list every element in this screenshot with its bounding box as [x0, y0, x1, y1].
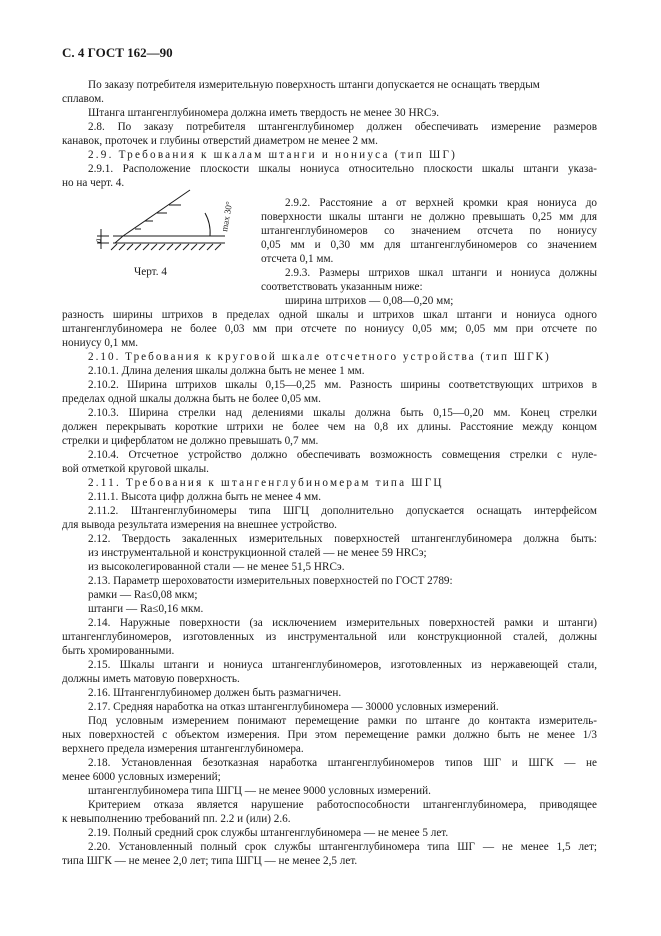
figure-4-diagram: [95, 187, 245, 287]
text-line: 2.17. Средняя наработка на отказ штангенглубиномера — 30000 условных измерений.: [88, 701, 499, 713]
text-line: 2.9.3. Размеры штрихов шкал штанги и нониуса должны: [285, 267, 597, 279]
text-line: поверхности шкалы штанги не должно превышать 0,25 мм для: [261, 211, 597, 223]
text-line: 2.14. Наружные поверхности (за исключением измерительных поверхностей рамки и штанги): [88, 617, 597, 629]
text-line: ных поверхностей с объектом измерения. При этом перемещение рамки должно быть не менее 1/3: [62, 729, 597, 741]
text-line: Под условным измерением понимают перемещение рамки по штанге до контакта измеритель-: [88, 715, 597, 727]
text-line: из высоколегированной стали — не менее 51,5 HRCэ.: [88, 561, 345, 573]
text-line: нониусу 0,1 мм.: [62, 337, 139, 349]
text-line: должны иметь матовую поверхность.: [62, 673, 240, 685]
angle-label: max 30°: [219, 200, 235, 233]
base-hatching: [111, 244, 221, 250]
text-line: быть хромированными.: [62, 645, 175, 657]
figure-caption: Черт. 4: [134, 266, 167, 278]
text-line: для вывода результата измерения на внешнее устройство.: [62, 519, 337, 531]
section-heading: 2.11. Требования к штангенглубиномерам типа ШГЦ: [88, 477, 444, 489]
text-line: Штанга штангенглубиномера должна иметь твердость не менее 30 HRCэ.: [88, 107, 440, 119]
text-line: штангенглубиномера не более 0,03 мм при отсчете по нониусу 0,05 мм; 0,05 мм при отсчете по: [62, 323, 597, 335]
text-line: 0,05 мм и 0,30 мм для штангенглубиномеров со значением: [261, 239, 597, 251]
bevel-edge-line: [123, 190, 190, 236]
text-line: 2.15. Шкалы штанги и нониуса штангенглубиномеров, изготовленных из нержавеющей стали,: [88, 659, 597, 671]
text-line: к невыполнению требований пп. 2.2 и (или) 2.6.: [62, 813, 291, 825]
text-line: 2.11.1. Высота цифр должна быть не менее 4 мм.: [88, 491, 321, 503]
text-line: но на черт. 4.: [62, 177, 125, 189]
text-line: верхнего предела измерения штангенглубиномера.: [62, 743, 304, 755]
text-line: соответствовать указанным ниже:: [261, 281, 423, 293]
section-heading: 2.9. Требования к шкалам штанги и нониуса (тип ШГ): [88, 149, 458, 161]
text-line: должен перекрывать короткие штрихи не более чем на 0,8 их длины. Расстояние между концом: [62, 421, 597, 433]
text-line: 2.8. По заказу потребителя штангенглубиномер должен обеспечивать измерение размеров: [88, 121, 597, 133]
text-line: штангенглубиномеров, изготовленных из инструментальной или конструкционной сталей, должны: [62, 631, 597, 643]
text-line: канавок, проточек и глубины отверстий диаметром не менее 2 мм.: [62, 135, 378, 147]
wedge-hatching: [135, 205, 181, 229]
text-line: ширина штрихов — 0,08—0,20 мм;: [285, 295, 454, 307]
text-line: 2.20. Установленный полный срок службы штангенглубиномера типа ШГ — не менее 1,5 лет;: [88, 841, 597, 853]
text-line: 2.10.4. Отсчетное устройство должно обеспечивать возможность совмещения стрелки с нуле-: [88, 449, 597, 461]
text-line: разность ширины штрихов в пределах одной шкалы и штрихов шкал штанги и нониуса одного: [62, 309, 597, 321]
text-line: 2.19. Полный средний срок службы штангенглубиномера — не менее 5 лет.: [88, 827, 449, 839]
text-line: стрелки и циферблатом не должно превышать 0,7 мм.: [62, 435, 319, 447]
text-line: менее 6000 условных измерений;: [62, 771, 221, 783]
text-line: 2.12. Твердость закаленных измерительных поверхностей штангенглубиномера должна быть:: [88, 533, 597, 545]
section-heading: 2.10. Требования к круговой шкале отсчетного устройства (тип ШГК): [88, 351, 551, 363]
text-line: 2.10.1. Длина деления шкалы должна быть не менее 1 мм.: [88, 365, 365, 377]
text-line: По заказу потребителя измерительную поверхность штанги допускается не оснащать твердым: [88, 79, 540, 91]
text-line: рамки — Ra≤0,08 мкм;: [88, 589, 198, 601]
text-line: Критерием отказа является нарушение работоспособности штангенглубиномера, приводящее: [88, 799, 597, 811]
text-line: сплавом.: [62, 93, 104, 105]
text-line: 2.9.2. Расстояние а от верхней кромки края нониуса до: [285, 197, 597, 209]
dim-a-label: a: [93, 238, 103, 243]
nonius-tip-line: [115, 236, 123, 243]
text-line: 2.10.3. Ширина стрелки над делениями шкалы должна быть 0,15—0,20 мм. Конец стрелки: [88, 407, 597, 419]
text-line: из инструментальной и конструкционной сталей — не менее 59 HRCэ;: [88, 547, 427, 559]
text-line: вой отметкой круговой шкалы.: [62, 463, 209, 475]
text-line: 2.11.2. Штангенглубиномеры типа ШГЦ дополнительно допускается оснащать интерфейсом: [88, 505, 597, 517]
text-line: 2.18. Установленная безотказная наработка штангенглубиномеров типов ШГ и ШГК — не: [88, 757, 597, 769]
text-line: типа ШГК — не менее 2,0 лет; типа ШГЦ — не менее 2,5 лет.: [62, 855, 358, 867]
text-line: 2.10.2. Ширина штрихов шкалы 0,15—0,25 мм. Разность ширины соответствующих штрихов в: [88, 379, 597, 391]
text-line: штангенглубиномера типа ШГЦ — не менее 9000 условных измерений.: [88, 785, 431, 797]
page-header: С. 4 ГОСТ 162—90: [62, 45, 173, 60]
text-line: 2.9.1. Расположение плоскости шкалы нониуса относительно плоскости шкалы штанги указа-: [88, 163, 597, 175]
angle-arc: [205, 213, 210, 236]
text-line: 2.13. Параметр шероховатости измерительных поверхностей по ГОСТ 2789:: [88, 575, 453, 587]
text-line: пределах одной шкалы должна быть не более 0,05 мм.: [62, 393, 321, 405]
text-line: штангенглубиномеров со значением отсчета по нониусу: [261, 225, 597, 237]
text-line: отсчета 0,1 мм.: [261, 253, 334, 265]
text-line: штанги — Ra≤0,16 мкм.: [88, 603, 204, 615]
text-line: 2.16. Штангенглубиномер должен быть размагничен.: [88, 687, 342, 699]
